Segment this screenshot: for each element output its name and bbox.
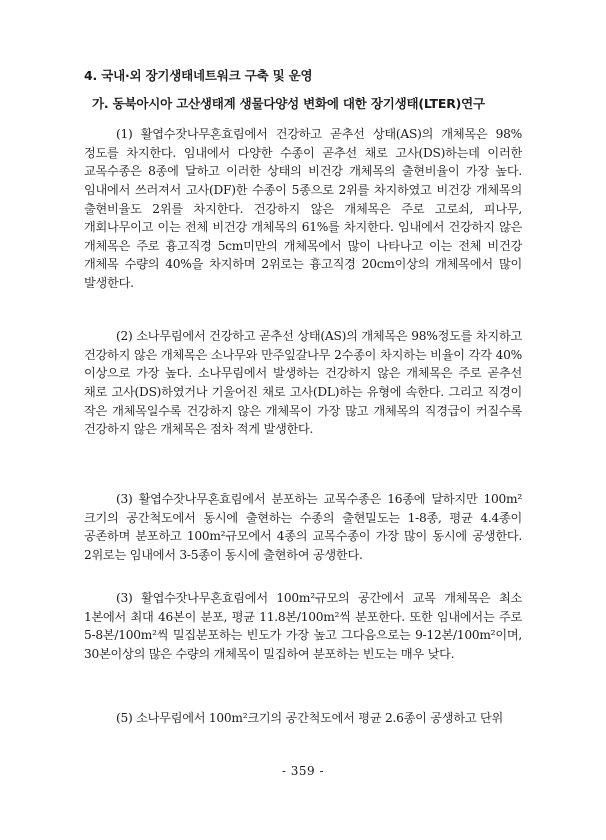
paragraph-3: (3) 활엽수잣나무혼효림에서 분포하는 교목수종은 16종에 달하지만 100m² 크기의 공간척도에서 동시에 출현하는 수종의 출현밀도는 1-8종, 평균 4.4종이 공존하며 분포하고 100m²규모에서 4종의 교목수종이 가장 많이 동시에 공생한다. 2위로는 임내에서 3-5종이 동시에 출현하여 공생한다.: [84, 492, 522, 562]
section-heading: 4. 국내·외 장기생태네트워크 구축 및 운영: [84, 68, 313, 83]
page-number: - 359 -: [281, 764, 325, 778]
paragraph-1: (1) 활엽수잣나무혼효림에서 건강하고 곧추선 상태(AS)의 개체목은 98%정도를 차지한다. 임내에서 다양한 수종이 곧추선 채로 고사(DS)하는데 이러한 교목수종은 8종에 달하고 이러한 상태의 비건강 개체목의 출현비율이 가장 높다. 임내에서 쓰러져서 고사(DF)한 수종이 5종으로 2위를 차지하였고 비건강 개체목의 출현비율도 2위를 차지한다. 건강하지 않은 개체목은 주로 고로쇠, 피나무, 개회나무이고 이는 전체 비건강 개체목의 61%를 차지한다. 임내에서 건강하지 않은 개체목은 주로 흉고직경 5cm미만의 개체목에서 많이 나타나고 이는 전체 비건강 개체목 수량의 40%을 차지하며 2위로는 흉고직경 20cm이상의 개체목에서 많이 발생한다.: [84, 127, 522, 290]
paragraph-4: (3) 활엽수잣나무혼효림에서 100m²규모의 공간에서 교목 개체목은 최소 1본에서 최대 46본이 분포, 평균 11.8본/100m²씩 분포한다. 또한 임내에서는 주로 5-8본/100m²씩 밀집분포하는 빈도가 가장 높고 그다음으로는 9-12본/100m²이며, 30본이상의 많은 수량의 개체목이 밀집하여 분포하는 빈도는 매우 낮다.: [84, 591, 522, 661]
subsection-heading: 가. 동북아시아 고산생태계 생물다양성 변화에 대한 장기생태(LTER)연구: [92, 96, 485, 111]
paragraph-2: (2) 소나무림에서 건강하고 곧추선 상태(AS)의 개체목은 98%정도를 차지하고 건강하지 않은 개체목은 소나무와 만주잎갈나무 2수종이 차지하는 비율이 각각 40%이상으로 가장 높다. 소나무림에서 발생하는 건강하지 않은 개체목은 주로 곧추선 채로 고사(DS)하였거나 기울어진 채로 고사(DL)하는 유형에 속한다. 그리고 직경이 작은 개체목일수록 건강하지 않은 개체목이 가장 많고 개체목의 직경급이 커질수록 건강하지 않은 개체목은 점차 적게 발생한다.: [84, 329, 522, 437]
paragraph-5: (5) 소나무림에서 100m²크기의 공간척도에서 평균 2.6종이 공생하고 단위: [116, 711, 504, 726]
